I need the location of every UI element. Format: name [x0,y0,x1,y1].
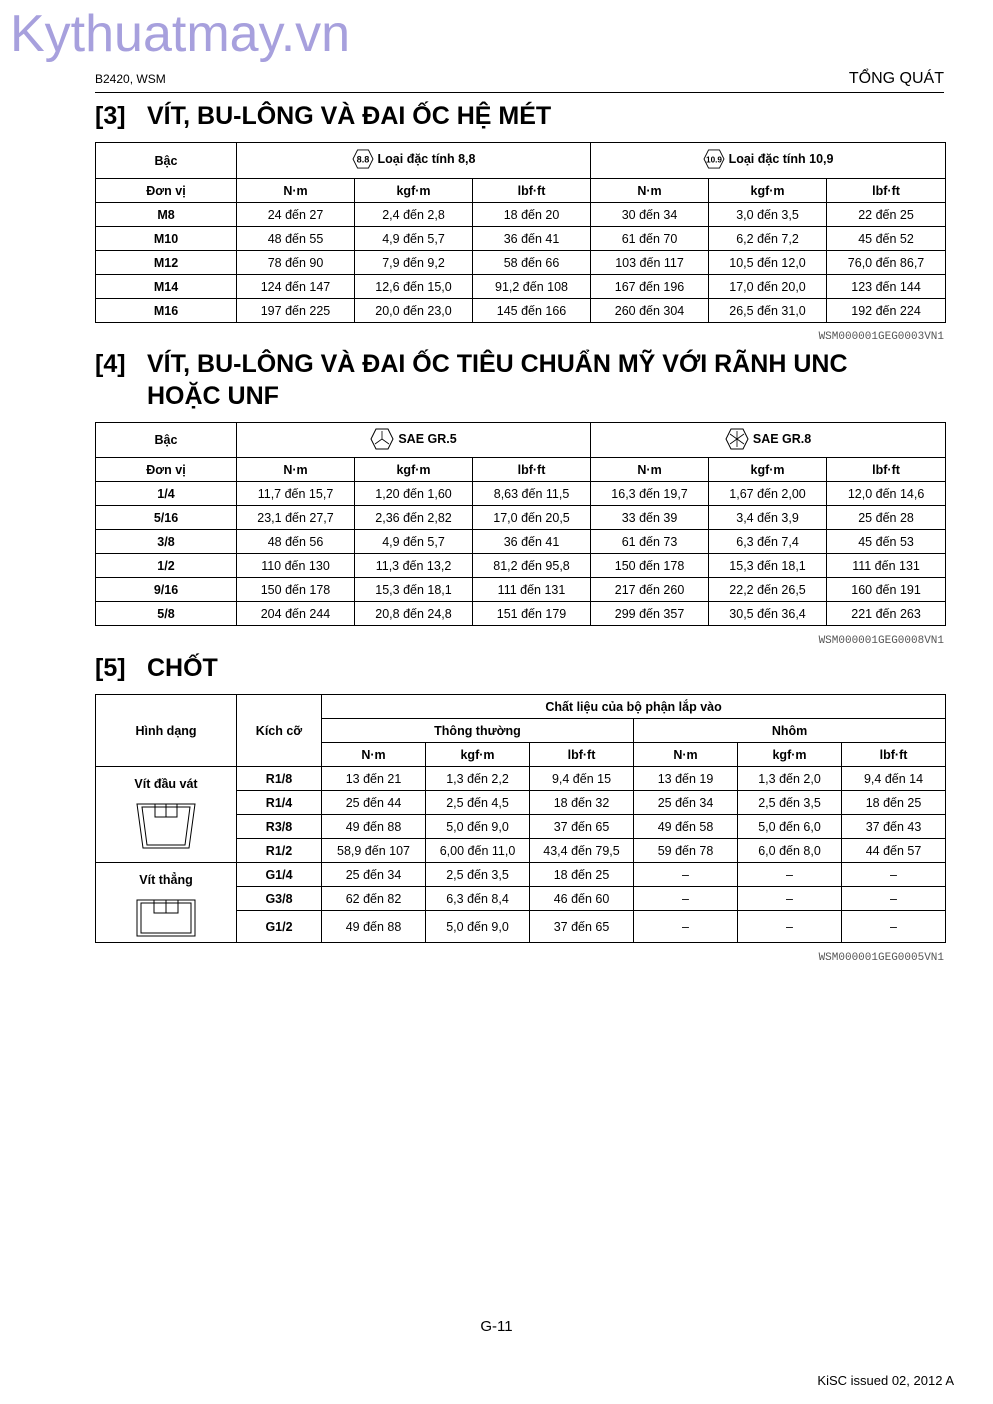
table-row [96,602,946,626]
torque-value-cell: 49 đến 88 [322,815,426,839]
straight-screw-shape-cell [96,863,237,943]
torque-value-cell: 204 đến 244 [237,602,355,626]
torque-value-cell: 49 đến 58 [634,815,738,839]
torque-value-cell: 22,2 đến 26,5 [709,578,827,602]
torque-value-cell: 111 đến 131 [827,554,946,578]
torque-value-cell: 18 đến 20 [473,203,591,227]
torque-value-cell: 123 đến 144 [827,275,946,299]
sae-gr8-label: SAE GR.8 [752,431,812,446]
size-cell: M8 [96,203,237,227]
section4-number: [4] [95,350,126,378]
torque-value-cell: 26,5 đến 31,0 [709,299,827,323]
torque-value-cell: 11,7 đến 15,7 [237,482,355,506]
sae-gr5-hex-icon [370,428,394,450]
torque-value-cell: 46 đến 60 [530,887,634,911]
grade-8-8-hex-icon [352,149,374,169]
table-row [96,203,946,227]
aluminum-material-header: Nhôm [634,719,946,743]
straight-screw-icon [134,897,198,939]
torque-value-cell: 9,4 đến 15 [530,767,634,791]
plug-torque-table [95,694,946,943]
torque-value-cell: 110 đến 130 [237,554,355,578]
section3-number: [3] [95,102,126,130]
torque-value-cell: 43,4 đến 79,5 [530,839,634,863]
torque-value-cell: 9,4 đến 14 [842,767,946,791]
unit-cell: N·m [634,743,738,767]
torque-value-cell: 5,0 đến 6,0 [738,815,842,839]
torque-value-cell: 299 đến 357 [591,602,709,626]
torque-value-cell: 24 đến 27 [237,203,355,227]
torque-value-cell: 124 đến 147 [237,275,355,299]
torque-value-cell: 58,9 đến 107 [322,839,426,863]
torque-value-cell: 17,0 đến 20,0 [709,275,827,299]
torque-value-cell: 22 đến 25 [827,203,946,227]
torque-value-cell: 49 đến 88 [322,911,426,943]
torque-value-cell: 13 đến 21 [322,767,426,791]
torque-value-cell: 6,00 đến 11,0 [426,839,530,863]
torque-value-cell: 58 đến 66 [473,251,591,275]
table-row [96,299,946,323]
torque-value-cell: 37 đến 43 [842,815,946,839]
torque-value-cell: 23,1 đến 27,7 [237,506,355,530]
svg-text:10.9: 10.9 [705,155,722,165]
unit-cell: kgf·m [355,458,473,482]
size-cell: R1/2 [237,839,322,863]
grade-header: Bậc [96,423,237,458]
section5-doc-code: WSM000001GEG0005VN1 [818,952,944,964]
torque-value-cell: 3,4 đến 3,9 [709,506,827,530]
size-cell: R1/4 [237,791,322,815]
svg-text:8.8: 8.8 [356,154,369,165]
torque-value-cell: 217 đến 260 [591,578,709,602]
torque-value-cell: 12,6 đến 15,0 [355,275,473,299]
torque-value-cell: 145 đến 166 [473,299,591,323]
grade-10-9-label: Loại đặc tính 10,9 [728,152,834,166]
unit-header: Đơn vị [96,179,237,203]
grade-8-8-header [237,143,591,179]
torque-value-cell: 160 đến 191 [827,578,946,602]
torque-value-cell: – [738,911,842,943]
size-cell: G1/2 [237,911,322,943]
torque-value-cell: 20,8 đến 24,8 [355,602,473,626]
torque-value-cell: 30,5 đến 36,4 [709,602,827,626]
table-row [96,578,946,602]
header-manual-code: B2420, WSM [95,72,166,86]
size-cell: M14 [96,275,237,299]
torque-value-cell: 8,63 đến 11,5 [473,482,591,506]
torque-value-cell: – [842,863,946,887]
torque-value-cell: 2,5 đến 3,5 [738,791,842,815]
torque-value-cell: 4,9 đến 5,7 [355,227,473,251]
section3-title: VÍT, BU-LÔNG VÀ ĐAI ỐC HỆ MÉT [147,102,552,130]
torque-value-cell: 15,3 đến 18,1 [709,554,827,578]
torque-value-cell: 5,0 đến 9,0 [426,815,530,839]
size-cell: R3/8 [237,815,322,839]
unit-cell: N·m [591,458,709,482]
size-cell: M16 [96,299,237,323]
torque-value-cell: 25 đến 28 [827,506,946,530]
torque-value-cell: 167 đến 196 [591,275,709,299]
unit-cell: kgf·m [709,458,827,482]
torque-value-cell: 5,0 đến 9,0 [426,911,530,943]
table-row [96,767,946,791]
torque-value-cell: 33 đến 39 [591,506,709,530]
torque-value-cell: 6,3 đến 7,4 [709,530,827,554]
unit-cell: N·m [322,743,426,767]
torque-value-cell: 37 đến 65 [530,911,634,943]
grade-header: Bậc [96,143,237,179]
torque-value-cell: 2,4 đến 2,8 [355,203,473,227]
torque-value-cell: 3,0 đến 3,5 [709,203,827,227]
header-section-name: TỔNG QUÁT [848,70,944,87]
size-cell: R1/8 [237,767,322,791]
watermark: Kythuatmay.vn [10,5,351,63]
torque-value-cell: 11,3 đến 13,2 [355,554,473,578]
torque-value-cell: 192 đến 224 [827,299,946,323]
header-rule [95,92,944,93]
torque-value-cell: 44 đến 57 [842,839,946,863]
torque-value-cell: 91,2 đến 108 [473,275,591,299]
size-cell: M12 [96,251,237,275]
section3-doc-code: WSM000001GEG0003VN1 [818,331,944,343]
unit-cell: lbf·ft [842,743,946,767]
torque-value-cell: 4,9 đến 5,7 [355,530,473,554]
sae-gr5-label: SAE GR.5 [398,431,457,446]
torque-value-cell: 260 đến 304 [591,299,709,323]
torque-value-cell: 1,20 đến 1,60 [355,482,473,506]
torque-value-cell: – [738,863,842,887]
size-cell: 9/16 [96,578,237,602]
torque-value-cell: 6,3 đến 8,4 [426,887,530,911]
torque-value-cell: 61 đến 70 [591,227,709,251]
torque-value-cell: 17,0 đến 20,5 [473,506,591,530]
issue-note: KiSC issued 02, 2012 A [817,1373,954,1388]
torque-value-cell: 37 đến 65 [530,815,634,839]
torque-value-cell: 25 đến 34 [634,791,738,815]
torque-value-cell: 7,9 đến 9,2 [355,251,473,275]
torque-value-cell: – [634,911,738,943]
section4-title-line1: VÍT, BU-LÔNG VÀ ĐAI ỐC TIÊU CHUẨN MỸ VỚI RÃNH UNC [147,350,848,378]
unit-cell: N·m [237,179,355,203]
unit-cell: lbf·ft [530,743,634,767]
torque-value-cell: 103 đến 117 [591,251,709,275]
torque-value-cell: – [634,863,738,887]
torque-value-cell: 30 đến 34 [591,203,709,227]
grade-10-9-hex-icon [703,149,725,169]
torque-value-cell: 81,2 đến 95,8 [473,554,591,578]
table-row [96,482,946,506]
torque-value-cell: 36 đến 41 [473,530,591,554]
torque-value-cell: 59 đến 78 [634,839,738,863]
torque-value-cell: 111 đến 131 [473,578,591,602]
table-row [96,863,946,887]
torque-value-cell: 1,3 đến 2,0 [738,767,842,791]
torque-value-cell: 2,5 đến 4,5 [426,791,530,815]
unit-cell: N·m [591,179,709,203]
normal-material-header: Thông thường [322,719,634,743]
torque-value-cell: – [738,887,842,911]
torque-value-cell: 61 đến 73 [591,530,709,554]
section5-title: CHỐT [147,654,218,682]
torque-value-cell: – [842,887,946,911]
torque-value-cell: 45 đến 52 [827,227,946,251]
size-header: Kích cỡ [237,695,322,767]
section3-heading [95,100,551,132]
torque-value-cell: 76,0 đến 86,7 [827,251,946,275]
torque-value-cell: 2,5 đến 3,5 [426,863,530,887]
torque-value-cell: 151 đến 179 [473,602,591,626]
size-cell: 5/8 [96,602,237,626]
torque-value-cell: 150 đến 178 [591,554,709,578]
size-cell: G1/4 [237,863,322,887]
torque-value-cell: 62 đến 82 [322,887,426,911]
torque-value-cell: 13 đến 19 [634,767,738,791]
section4-title [147,348,848,412]
torque-value-cell: 48 đến 56 [237,530,355,554]
torque-value-cell: 6,0 đến 8,0 [738,839,842,863]
table-row [96,506,946,530]
torque-value-cell: 1,3 đến 2,2 [426,767,530,791]
size-cell: 3/8 [96,530,237,554]
section4-doc-code: WSM000001GEG0008VN1 [818,635,944,647]
torque-value-cell: 221 đến 263 [827,602,946,626]
torque-value-cell: 10,5 đến 12,0 [709,251,827,275]
unit-cell: N·m [237,458,355,482]
torque-value-cell: 6,2 đến 7,2 [709,227,827,251]
grade-8-8-label: Loại đặc tính 8,8 [377,152,476,166]
shape-header: Hình dạng [96,695,237,767]
section5-number: [5] [95,654,126,682]
section5-heading [95,652,218,684]
unit-cell: lbf·ft [473,458,591,482]
sae-gr8-hex-icon [725,428,749,450]
material-header: Chất liệu của bộ phận lắp vào [322,695,946,719]
grade-10-9-header [591,143,946,179]
size-cell: G3/8 [237,887,322,911]
shape-label: Vít đầu vát [134,777,198,791]
table-row [96,251,946,275]
table-row [96,227,946,251]
size-cell: M10 [96,227,237,251]
torque-value-cell: 18 đến 32 [530,791,634,815]
unit-cell: lbf·ft [473,179,591,203]
torque-value-cell: 18 đến 25 [842,791,946,815]
unit-cell: kgf·m [709,179,827,203]
torque-value-cell: 16,3 đến 19,7 [591,482,709,506]
metric-torque-table [95,142,946,323]
torque-value-cell: 12,0 đến 14,6 [827,482,946,506]
tapered-screw-icon [134,801,198,851]
torque-value-cell: 150 đến 178 [237,578,355,602]
size-cell: 5/16 [96,506,237,530]
table-row [96,554,946,578]
torque-value-cell: 48 đến 55 [237,227,355,251]
table-row [96,530,946,554]
torque-value-cell: 197 đến 225 [237,299,355,323]
section4-heading [95,348,848,412]
sae-gr5-header [237,423,591,458]
torque-value-cell: 1,67 đến 2,00 [709,482,827,506]
torque-value-cell: 25 đến 34 [322,863,426,887]
size-cell: 1/2 [96,554,237,578]
size-cell: 1/4 [96,482,237,506]
page-number: G-11 [480,1318,513,1335]
unit-cell: kgf·m [355,179,473,203]
torque-value-cell: 36 đến 41 [473,227,591,251]
unit-cell: lbf·ft [827,179,946,203]
unit-cell: lbf·ft [827,458,946,482]
shape-label: Vít thẳng [139,873,193,887]
table-row [96,275,946,299]
unit-cell: kgf·m [738,743,842,767]
torque-value-cell: 20,0 đến 23,0 [355,299,473,323]
sae-torque-table [95,422,946,626]
torque-value-cell: 45 đến 53 [827,530,946,554]
torque-value-cell: 15,3 đến 18,1 [355,578,473,602]
unit-header: Đơn vị [96,458,237,482]
torque-value-cell: 2,36 đến 2,82 [355,506,473,530]
torque-value-cell: 78 đến 90 [237,251,355,275]
torque-value-cell: 18 đến 25 [530,863,634,887]
section4-title-line2: HOẶC UNF [147,382,279,410]
torque-value-cell: – [634,887,738,911]
unit-cell: kgf·m [426,743,530,767]
sae-gr8-header [591,423,946,458]
tapered-screw-shape-cell [96,767,237,863]
torque-value-cell: 25 đến 44 [322,791,426,815]
torque-value-cell: – [842,911,946,943]
